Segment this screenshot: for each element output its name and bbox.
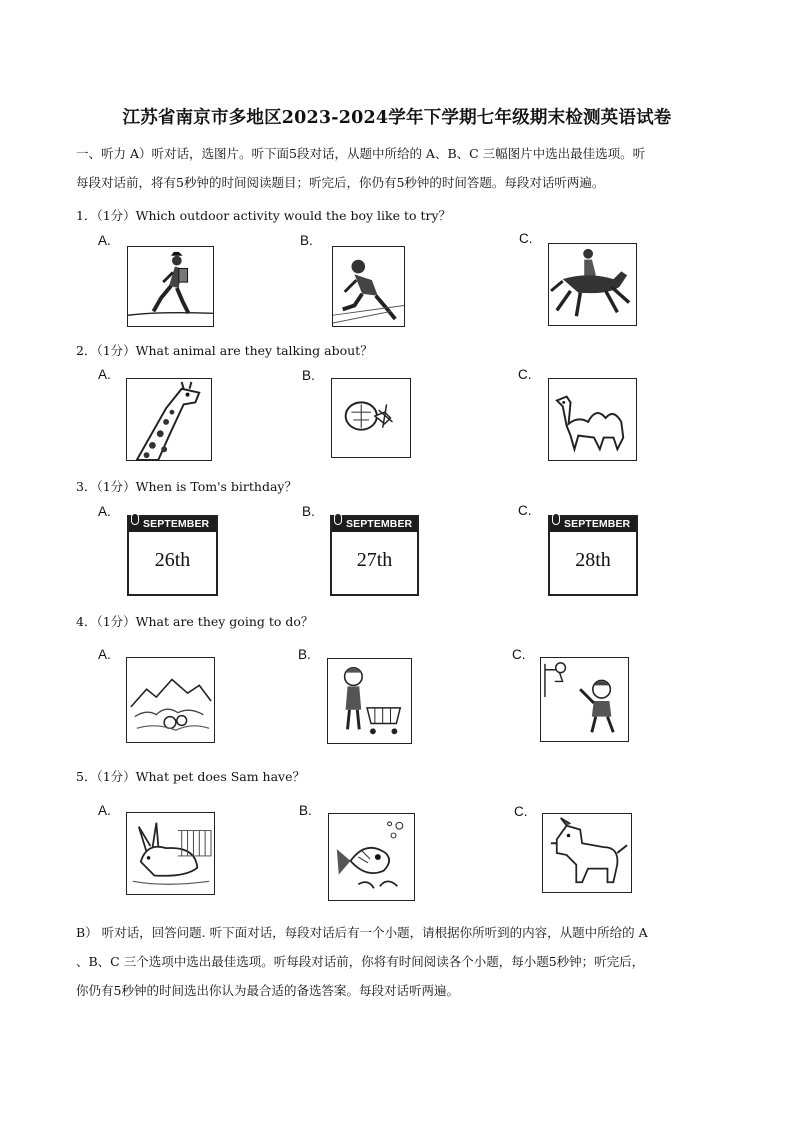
calendar-ring-icon [334,513,342,525]
calendar-month: SEPTEMBER [143,518,210,530]
option-label[interactable]: B. [302,368,315,383]
tortoise-icon[interactable] [331,378,411,458]
question-3-text: 3．（1分）When is Tom's birthday？ [76,479,297,494]
calendar-option-c[interactable] [548,515,638,596]
option-label[interactable]: A. [98,647,111,662]
mountain-climbing-icon[interactable] [126,657,215,743]
instruction-line: 你仍有5秒钟的时间选出你认为最合适的备选答案。每段对话听两遍。 [76,983,459,998]
instruction-line: 一、听力 A）听对话，选图片。听下面5段对话，从题中所给的 A、B、C 三幅图片中选出最佳选项。听 [76,146,646,161]
option-label[interactable]: A. [98,504,111,519]
option-label[interactable]: C. [518,503,532,518]
question-2-text: 2．（1分）What animal are they talking about？ [76,343,373,358]
calendar-month: SEPTEMBER [564,518,631,530]
giraffe-icon[interactable] [126,378,212,461]
shopping-icon[interactable] [327,658,412,744]
section-b-instructions [76,918,721,1005]
calendar-ring-icon [552,513,560,525]
calendar-day: 27th [356,549,393,571]
camel-icon[interactable] [548,378,637,461]
option-label[interactable]: B. [298,647,311,662]
option-label[interactable]: B. [299,803,312,818]
goldfish-icon[interactable] [328,813,415,901]
question-1-text: 1．（1分）Which outdoor activity would the boy like to try？ [76,208,452,223]
option-label[interactable]: A. [98,233,111,248]
option-label[interactable]: C. [518,367,532,382]
calendar-option-b[interactable] [330,515,419,596]
calendar-day: 26th [154,549,191,571]
rabbit-icon[interactable] [126,812,215,895]
option-label[interactable]: B. [302,504,315,519]
option-label[interactable]: B. [300,233,313,248]
option-label[interactable]: A. [98,367,111,382]
dog-icon[interactable] [542,813,632,893]
horse-riding-icon[interactable] [548,243,637,326]
section-one-instructions [76,139,721,197]
instruction-line: 、B、C 三个选项中选出最佳选项。听每段对话前，你将有时间阅读各个小题，每小题5秒钟；听完后， [76,954,645,969]
basketball-icon[interactable] [540,657,629,742]
calendar-ring-icon [131,513,139,525]
hiking-icon[interactable] [127,246,214,327]
calendar-option-a[interactable] [127,515,218,596]
calendar-month: SEPTEMBER [346,518,413,530]
calendar-day: 28th [575,549,611,571]
instruction-line: 每段对话前，将有5秒钟的时间阅读题目；听完后，你仍有5秒钟的时间答题。每段对话听两遍。 [76,175,605,190]
option-label[interactable]: A. [98,803,111,818]
option-label[interactable]: C. [514,804,528,819]
instruction-line: B） 听对话，回答问题. 听下面对话，每段对话后有一个小题，请根据你所听到的内容，从题中所给的 A [76,925,648,940]
question-4-text: 4．（1分）What are they going to do？ [76,614,314,629]
page-title: 江苏省南京市多地区2023-2024学年下学期七年级期末检测英语试卷 [122,108,672,128]
option-label[interactable]: C. [512,647,526,662]
option-label[interactable]: C. [519,231,533,246]
question-5-text: 5．（1分）What pet does Sam have？ [76,769,306,784]
skating-icon[interactable] [332,246,405,327]
